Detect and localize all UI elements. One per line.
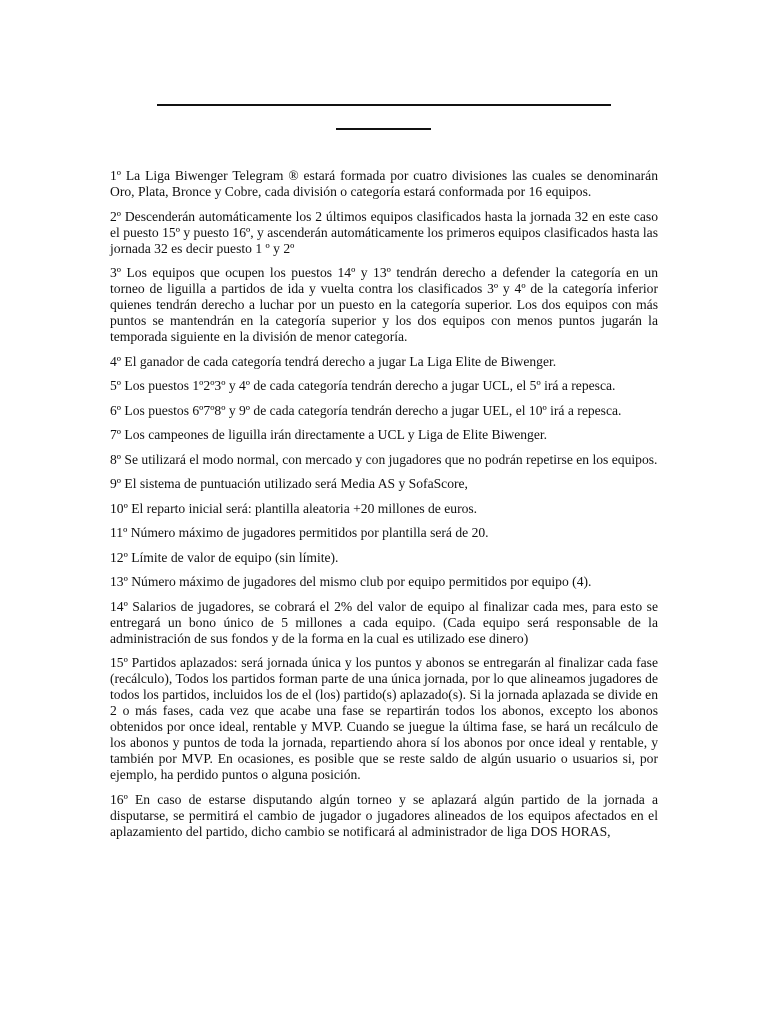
rule-paragraph-16: 16º En caso de estarse disputando algún torneo y se aplazará algún partido de la jornada a disputarse, se permitirá el cambio de jugador o jugadores alineados de los equipos afectados en el aplazamiento del partido, dicho cambio se notificará al administrador de liga DOS HORAS, (110, 791, 658, 839)
rule-paragraph-9: 9º El sistema de puntuación utilizado será Media AS y SofaScore, (110, 476, 468, 491)
rule-paragraph-15: 15º Partidos aplazados: será jornada única y los puntos y abonos se entregarán al finalizar cada fase (recálculo), Todos los partidos forman parte de una única jornada, por lo que alineamos jugadores de todos los partidos, incluidos los de el (los) partido(s) aplazado(s). Si la jornada aplazada se divide en 2 o más fases, cada vez que acabe una fase se repartirán todos los abonos, excepto los abonos obtenidos por once ideal, rentable y MVP. Cuando se juegue la última fase, se hará un recálculo de los abonos y puntos de toda la jornada, repartiendo ahora sí los abonos por once ideal y rentable, y también por MVP. En ocasiones, es posible que se reste saldo de algún usuario o usuarios si, por ejemplo, ha perdido puntos o alguna posición. (110, 655, 658, 782)
rule-paragraph-14: 14º Salarios de jugadores, se cobrará el 2% del valor de equipo al finalizar cada mes, para esto se entregará un bono único de 5 millones a cada equipo. (Cada equipo será responsable de la administración de sus fondos y de la forma en la cual es utilizado ese dinero) (110, 598, 658, 646)
header-rule-long (157, 104, 611, 106)
rule-paragraph-2: 2º Descenderán automáticamente los 2 últimos equipos clasificados hasta la jornada 32 en este caso el puesto 15º y puesto 16º, y ascenderán automáticamente los primeros equipos clasificados hasta las jornada 32 es decir puesto 1 º y 2º (110, 208, 658, 256)
rule-paragraph-11: 11º Número máximo de jugadores permitidos por plantilla será de 20. (110, 525, 489, 540)
rule-paragraph-8: 8º Se utilizará el modo normal, con mercado y con jugadores que no podrán repetirse en los equipos. (110, 451, 658, 467)
rule-paragraph-5: 5º Los puestos 1º2º3º y 4º de cada categoría tendrán derecho a jugar UCL, el 5º irá a repesca. (110, 378, 616, 393)
rule-paragraph-6: 6º Los puestos 6º7º8º y 9º de cada categoría tendrán derecho a jugar UEL, el 10º irá a repesca. (110, 402, 622, 418)
header-rule-short (336, 128, 431, 130)
rule-paragraph-13: 13º Número máximo de jugadores del mismo club por equipo permitidos por equipo (4). (110, 574, 592, 589)
rule-paragraph-4: 4º El ganador de cada categoría tendrá derecho a jugar La Liga Elite de Biwenger. (110, 353, 557, 369)
rule-paragraph-1: 1º La Liga Biwenger Telegram ® estará formada por cuatro divisiones las cuales se denominarán Oro, Plata, Bronce y Cobre, cada división o categoría estará conformada por 16 equipos. (110, 168, 658, 199)
rule-paragraph-7: 7º Los campeones de liguilla irán directamente a UCL y Liga de Elite Biwenger. (110, 427, 548, 442)
rules-body (110, 168, 658, 840)
rule-paragraph-10: 10º El reparto inicial será: plantilla aleatoria +20 millones de euros. (110, 500, 478, 516)
rule-paragraph-3: 3º Los equipos que ocupen los puestos 14º y 13º tendrán derecho a defender la categoría en un torneo de liguilla a partidos de ida y vuelta contra los clasificados 3º y 4º de la categoría inferior quienes tendrán derecho a luchar por un puesto en la categoría superior. Los dos equipos con más puntos se mantendrán en la categoría superior y los dos equipos con menos puntos jugarán la temporada siguiente en la división de menor categoría. (110, 265, 658, 344)
rule-paragraph-12: 12º Límite de valor de equipo (sin límite). (110, 549, 339, 565)
